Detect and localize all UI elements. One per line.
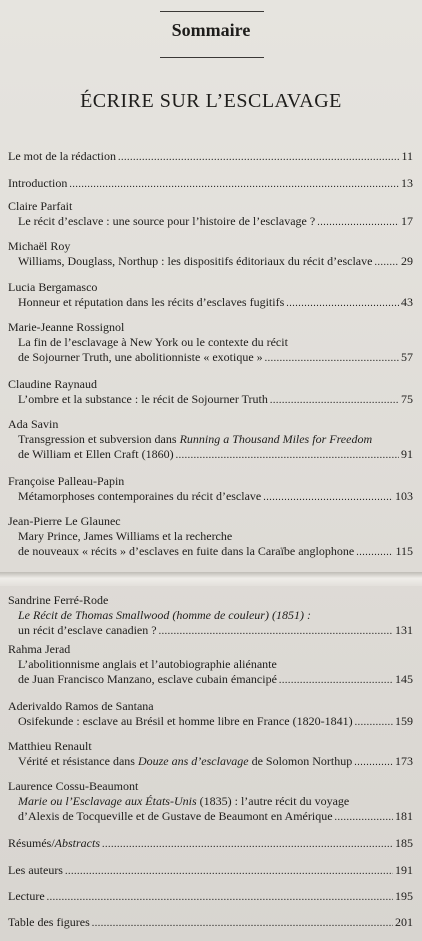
entry-author: Sandrine Ferré-Rode — [8, 593, 109, 607]
toc-entry — [8, 889, 413, 905]
entry-author: Jean-Pierre Le Glaunec — [8, 514, 121, 528]
entry-title-part: Vérité et résistance dans — [18, 754, 138, 768]
toc-entry — [8, 915, 413, 931]
toc-entry — [8, 836, 413, 852]
entry-author: Laurence Cossu-Beaumont — [8, 779, 139, 793]
entry-title: Métamorphoses contemporaines du récit d’esclave — [18, 489, 262, 503]
entry-author: Matthieu Renault — [8, 739, 92, 753]
toc-entry — [8, 176, 413, 192]
entry-title: Osifekunde : esclave au Brésil et homme libre en France (1820-1841) — [18, 714, 353, 728]
entry-page: 145 — [395, 672, 413, 686]
entry-page: 57 — [401, 350, 413, 364]
entry-title: Williams, Douglass, Northup : les dispositifs éditoriaux du récit d’esclave — [18, 254, 373, 268]
entry-page: 17 — [401, 214, 413, 228]
entry-title: un récit d’esclave canadien ? — [18, 623, 157, 637]
entry-title-italic: Marie ou l’Esclavage aux États-Unis — [18, 794, 197, 808]
entry-page: 201 — [395, 915, 413, 929]
entry-title-line: Le Récit de Thomas Smallwood (homme de couleur) (1851) : — [18, 608, 311, 622]
sommaire-heading: Sommaire — [171, 20, 251, 40]
entry-author: Aderivaldo Ramos de Santana — [8, 699, 154, 713]
toc-entry — [8, 779, 413, 825]
entry-page: 43 — [401, 295, 413, 309]
toc-entry — [8, 377, 413, 408]
page-fold — [0, 572, 422, 586]
entry-title-part: Résumés/ — [8, 836, 55, 850]
toc-entry — [8, 149, 413, 165]
entry-page: 11 — [401, 149, 413, 163]
toc-entry — [8, 474, 413, 505]
entry-title: de nouveaux « récits » d’esclaves en fuite dans la Caraïbe anglophone — [18, 544, 355, 558]
entry-author: Lucia Bergamasco — [8, 280, 98, 294]
entry-page: 185 — [395, 836, 413, 850]
toc-entry — [8, 593, 413, 639]
entry-page: 159 — [395, 714, 413, 728]
entry-title-line: La fin de l’esclavage à New York ou le contexte du récit — [18, 335, 288, 349]
entry-title: Honneur et réputation dans les récits d’esclaves fugitifs — [18, 295, 285, 309]
entry-title-part: (1835) : l’autre récit du voyage — [196, 794, 350, 808]
entry-title: Table des figures — [8, 915, 90, 929]
entry-page: 103 — [395, 489, 413, 503]
entry-page: 195 — [395, 889, 413, 903]
entry-page: 13 — [401, 176, 413, 190]
entry-page: 131 — [395, 623, 413, 637]
toc-entry — [8, 239, 413, 270]
entry-title: de Juan Francisco Manzano, esclave cubain émancipé — [18, 672, 277, 686]
entry-title: Le récit d’esclave : une source pour l’histoire de l’esclavage ? — [18, 214, 316, 228]
top-rule — [160, 11, 264, 12]
entry-author: Françoise Palleau-Papin — [8, 474, 125, 488]
entry-page: 91 — [401, 447, 413, 461]
entry-title-italic: Douze ans d’esclavage — [137, 754, 249, 768]
entry-author: Marie-Jeanne Rossignol — [8, 320, 125, 334]
entry-title-line: Mary Prince, James Williams et la recherche — [18, 529, 233, 543]
issue-title: ÉCRIRE SUR L’ESCLAVAGE — [80, 90, 342, 112]
entry-author: Michaël Roy — [8, 239, 71, 253]
entry-page: 191 — [395, 863, 413, 877]
entry-page: 181 — [395, 809, 413, 823]
entry-title: Les auteurs — [8, 863, 63, 877]
toc-entry — [8, 417, 413, 463]
entry-author: Claudine Raynaud — [8, 377, 97, 391]
entry-title-line: L’abolitionnisme anglais et l’autobiographie aliénante — [18, 657, 277, 671]
entry-title: de William et Ellen Craft (1860) — [18, 447, 174, 461]
toc-entry — [8, 863, 413, 879]
entry-title-part: Transgression et subversion dans — [18, 432, 180, 446]
entry-title: Lecture — [8, 889, 45, 903]
entry-author: Rahma Jerad — [8, 642, 71, 656]
toc-entry — [8, 699, 413, 730]
entry-title: de Sojourner Truth, une abolitionniste « exotique » — [18, 350, 263, 364]
toc-entry — [8, 514, 413, 560]
entry-title: Le mot de la rédaction — [8, 149, 116, 163]
toc-entry — [8, 199, 413, 230]
toc-entry — [8, 280, 413, 311]
entry-author: Ada Savin — [8, 417, 59, 431]
entry-author: Claire Parfait — [8, 199, 73, 213]
toc-entry — [8, 320, 413, 366]
toc-entry — [8, 642, 413, 688]
entry-title: Introduction — [8, 176, 68, 190]
entry-page: 173 — [395, 754, 413, 768]
sommaire-rule — [160, 57, 264, 58]
entry-title-italic: Abstracts — [54, 836, 101, 850]
entry-page: 75 — [401, 392, 413, 406]
entry-page: 115 — [395, 544, 413, 558]
toc-entry — [8, 739, 413, 770]
entry-title: L’ombre et la substance : le récit de Sojourner Truth — [18, 392, 268, 406]
entry-title-italic: Running a Thousand Miles for Freedom — [179, 432, 373, 446]
entry-page: 29 — [401, 254, 413, 268]
entry-title: d’Alexis de Tocqueville et de Gustave de Beaumont en Amérique — [18, 809, 333, 823]
entry-title-part: de Solomon Northup — [248, 754, 353, 768]
